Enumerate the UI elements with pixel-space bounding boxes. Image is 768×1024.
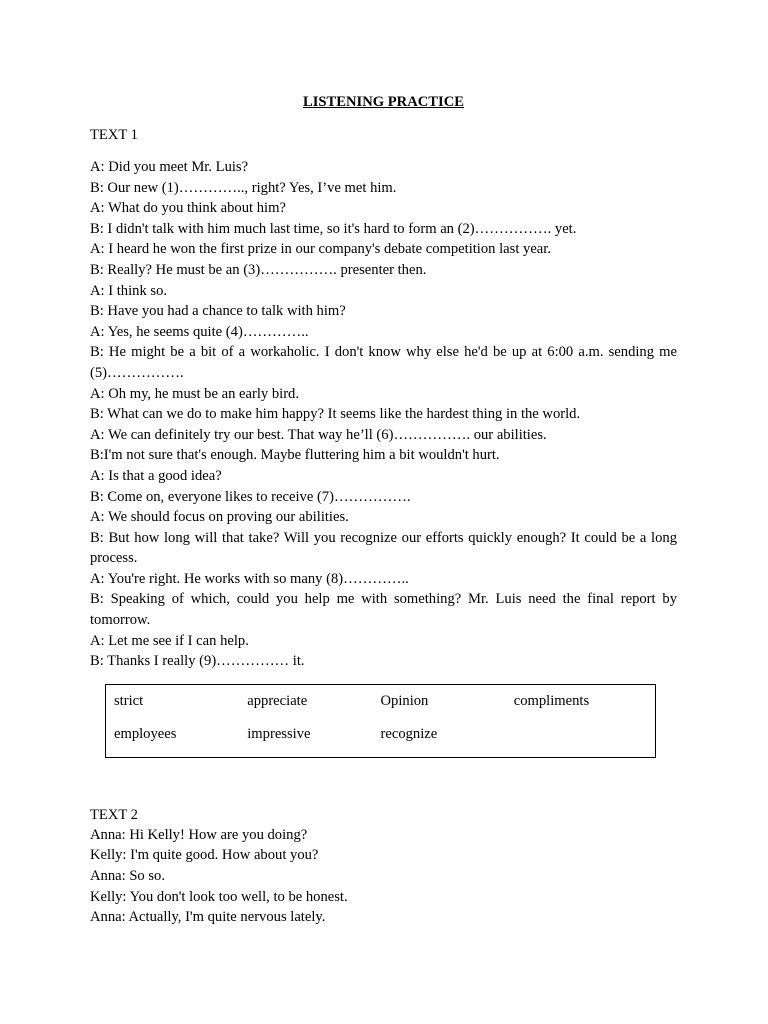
document-page [90, 92, 677, 928]
dialogue-line: A: Let me see if I can help. [90, 632, 249, 649]
dialogue-line: A: You're right. He works with so many (8)………….. [90, 570, 409, 587]
word-bank-item: Opinion [380, 692, 429, 709]
word-bank-item: strict [114, 692, 144, 709]
dialogue-line: A: I heard he won the first prize in our company's debate competition last year. [90, 241, 551, 258]
dialogue-line: A: We can definitely try our best. That way he’ll (6)……………. our abilities. [90, 426, 547, 443]
dialogue-line: A: We should focus on proving our abilities. [90, 509, 349, 526]
dialogue-line: B: Have you had a chance to talk with him? [90, 303, 346, 320]
document-title: LISTENING PRACTICE [303, 94, 464, 110]
word-bank-item: employees [114, 725, 177, 742]
dialogue-line: Kelly: You don't look too well, to be honest. [90, 888, 348, 905]
word-bank-item: recognize [380, 725, 438, 742]
word-bank-item: compliments [513, 692, 590, 709]
dialogue-line: B: What can we do to make him happy? It seems like the hardest thing in the world. [90, 406, 581, 423]
dialogue-line: A: What do you think about him? [90, 200, 286, 217]
dialogue-line: B: He might be a bit of a workaholic. I don't know why else he'd be up at 6:00 a.m. sending me (5)……………. [90, 344, 677, 381]
dialogue-line: B: Our new (1)………….., right? Yes, I’ve met him. [90, 179, 397, 196]
word-bank-row [114, 722, 647, 755]
word-bank-row [114, 689, 647, 722]
dialogue-line: Anna: So so. [90, 868, 165, 885]
dialogue-line: A: Is that a good idea? [90, 467, 222, 484]
word-bank-item [514, 722, 647, 755]
dialogue-line: Anna: Hi Kelly! How are you doing? [90, 826, 308, 843]
text1-heading: TEXT 1 [90, 127, 138, 143]
dialogue-line: Kelly: I'm quite good. How about you? [90, 847, 319, 864]
text2-dialogue [90, 825, 677, 928]
dialogue-line: Anna: Actually, I'm quite nervous lately. [90, 909, 326, 926]
dialogue-line: A: I think so. [90, 282, 168, 299]
dialogue-line: B: Speaking of which, could you help me with something? Mr. Luis need the final report by tomorrow. [90, 591, 677, 629]
word-bank-box [105, 684, 656, 758]
word-bank-item: impressive [247, 725, 311, 742]
dialogue-line: A: Yes, he seems quite (4)………….. [90, 323, 309, 340]
dialogue-line: B: But how long will that take? Will you recognize our efforts quickly enough? It could be a long process. [90, 529, 677, 567]
text1-dialogue [90, 157, 677, 672]
text2-heading: TEXT 2 [90, 806, 138, 823]
dialogue-line: B:I'm not sure that's enough. Maybe fluttering him a bit wouldn't hurt. [90, 447, 500, 464]
word-bank-item: appreciate [247, 692, 308, 709]
dialogue-line: B: Come on, everyone likes to receive (7)……………. [90, 488, 411, 505]
dialogue-line: A: Did you meet Mr. Luis? [90, 159, 249, 175]
dialogue-line: A: Oh my, he must be an early bird. [90, 385, 299, 402]
dialogue-line: B: Thanks I really (9)…………… it. [90, 653, 305, 670]
dialogue-line: B: I didn't talk with him much last time, so it's hard to form an (2)……………. yet. [90, 220, 577, 237]
dialogue-line: B: Really? He must be an (3)……………. presenter then. [90, 261, 427, 278]
